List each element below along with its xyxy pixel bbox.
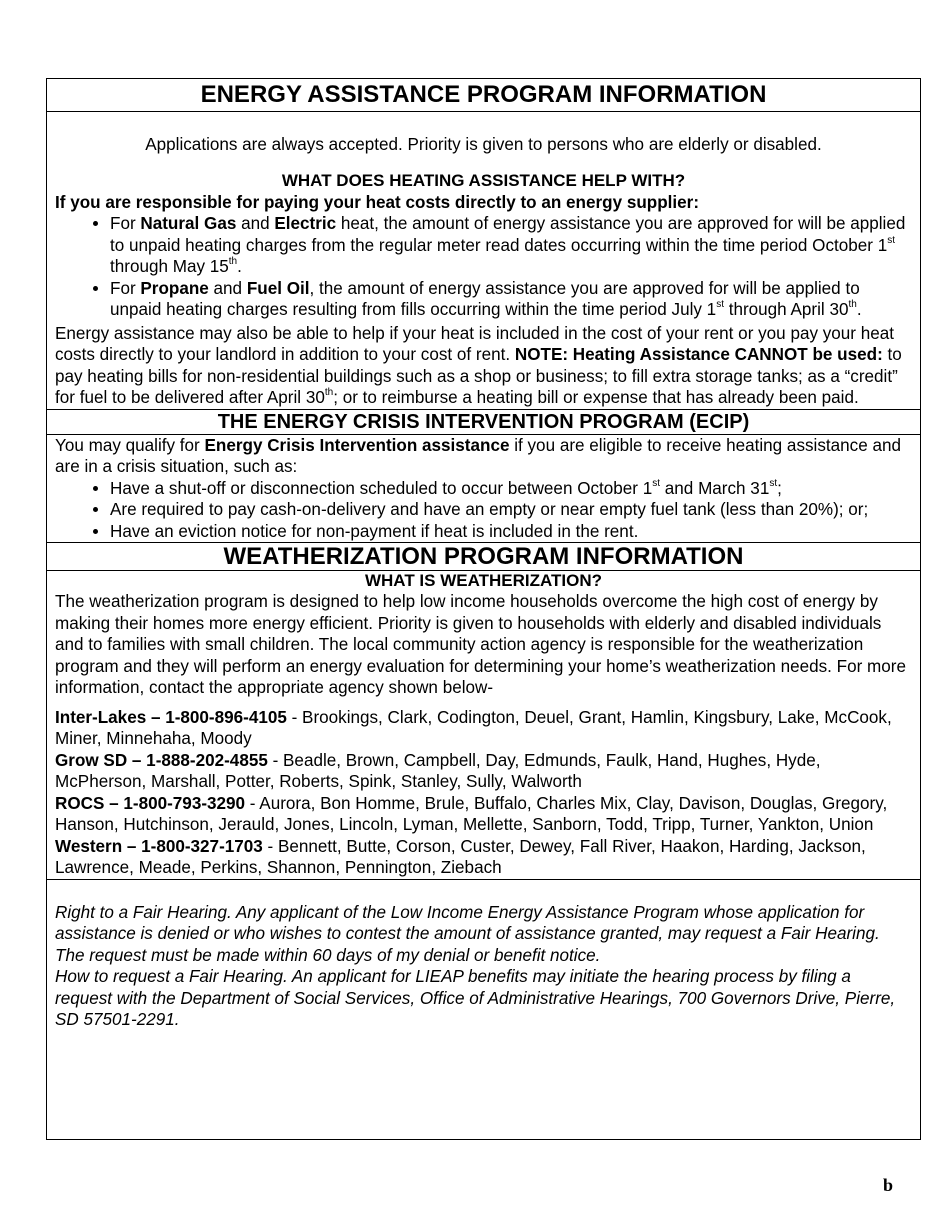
page-mark: b	[883, 1175, 894, 1195]
responsible-heading: If you are responsible for paying your heat costs directly to an energy supplier:	[55, 192, 700, 212]
list-item: Western – 1-800-327-1703 - Bennett, Butte, Corson, Custer, Dewey, Fall River, Haakon, Harding, Jackson, Lawrence, Meade, Perkins, Shannon, Pennington, Ziebach	[55, 836, 866, 877]
fair-hearing-how: How to request a Fair Hearing. An applicant for LIEAP benefits may initiate the hearing process by filing a request with the Department of Social Services, Office of Administrative Hearings, 700 Governors Drive, Pierre, SD 57501-2291.	[55, 967, 896, 1029]
heating-bullet-list	[55, 213, 912, 321]
weatherization-section	[47, 571, 920, 879]
weatherization-question-heading: WHAT IS WEATHERIZATION?	[364, 571, 603, 590]
list-item: • Have an eviction notice for non-payment if heat is included in the rent.	[110, 521, 912, 543]
document-frame	[46, 78, 921, 1140]
ecip-bullet-list	[55, 478, 912, 543]
list-item: • For Propane and Fuel Oil, the amount of energy assistance you are approved for will be applied to unpaid heating charges resulting from fills occurring within the time period July 1st through April 30th.	[110, 278, 912, 321]
page-title: ENERGY ASSISTANCE PROGRAM INFORMATION	[47, 79, 920, 112]
list-item: Inter-Lakes – 1-800-896-4105 - Brookings, Clark, Codington, Deuel, Grant, Hamlin, Kingsbury, Lake, McCook, Miner, Minnehaha, Moody	[55, 707, 892, 748]
heating-paragraph: Energy assistance may also be able to help if your heat is included in the cost of your rent or you pay your heat costs directly to your landlord in addition to your cost of rent. NOTE: Heating Assistance CANNOT be used: to pay heating bills for non-residential buildings such as a shop or business; to fill extra storage tanks; as a “credit” for fuel to be delivered after April 30th; or to reimburse a heating bill or expense that has already been paid.	[55, 323, 902, 407]
agency-list	[55, 707, 912, 879]
heating-question-heading: WHAT DOES HEATING ASSISTANCE HELP WITH?	[281, 170, 686, 190]
fair-hearing-right: Right to a Fair Hearing. Any applicant of the Low Income Energy Assistance Program whose application for assistance is denied or who wishes to contest the amount of assistance granted, may request a Fair Hearing. The request must be made within 60 days of my denial or benefit notice.	[55, 902, 880, 965]
ecip-title: THE ENERGY CRISIS INTERVENTION PROGRAM (ECIP)	[217, 410, 750, 433]
list-item: • Are required to pay cash-on-delivery and have an empty or near empty fuel tank (less than 20%); or;	[110, 499, 912, 521]
ecip-paragraph: You may qualify for Energy Crisis Intervention assistance if you are eligible to receive heating assistance and are in a crisis situation, such as:	[55, 435, 901, 476]
list-item: Grow SD – 1-888-202-4855 - Beadle, Brown, Campbell, Day, Edmunds, Faulk, Hand, Hughes, Hyde, McPherson, Marshall, Potter, Roberts, Spink, Stanley, Sully, Walworth	[55, 750, 821, 791]
list-item: ROCS – 1-800-793-3290 - Aurora, Bon Homme, Brule, Buffalo, Charles Mix, Clay, Davison, Douglas, Gregory, Hanson, Hutchinson, Jerauld, Jones, Lincoln, Lyman, Mellette, Sanborn, Todd, Tripp, Turner, Yankton, Union	[55, 793, 888, 834]
weatherization-title: WEATHERIZATION PROGRAM INFORMATION	[223, 543, 744, 570]
list-item: • Have a shut-off or disconnection scheduled to occur between October 1st and March 31st;	[110, 478, 912, 500]
ecip-section	[47, 435, 920, 543]
weatherization-paragraph: The weatherization program is designed to help low income households overcome the high cost of energy by making their homes more energy efficient. Priority is given to households with elderly and disabled individuals and to families with small children. The local community action agency is responsible for the weatherization program and they will perform an energy evaluation for determining your home’s weatherization needs. For more information, contact the appropriate agency shown below-	[55, 592, 907, 697]
fair-hearing-section	[47, 880, 920, 1031]
energy-assistance-section	[47, 134, 920, 409]
list-item: • For Natural Gas and Electric heat, the amount of energy assistance you are approved for will be applied to unpaid heating charges from the regular meter read dates occurring within the time period October 1st through May 15th.	[110, 213, 912, 278]
intro-text: Applications are always accepted. Priority is given to persons who are elderly or disabled.	[145, 135, 822, 154]
